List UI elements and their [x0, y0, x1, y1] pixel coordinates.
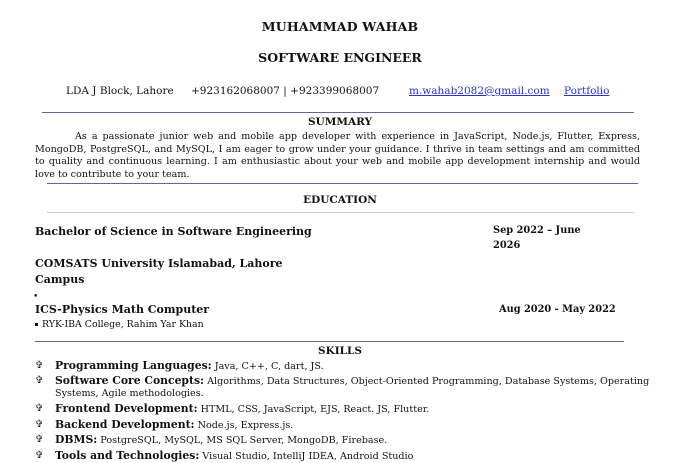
cross-bullet-icon: ✞	[35, 360, 44, 371]
location-text: LDA J Block, Lahore	[66, 85, 174, 97]
divider	[47, 212, 634, 213]
cross-bullet-icon: ✞	[35, 450, 44, 461]
cross-bullet-icon: ✞	[35, 403, 44, 414]
skill-label: Backend Development:	[55, 418, 195, 431]
skill-value: Visual Studio, IntelliJ IDEA, Android Studio	[199, 451, 414, 462]
education-degree: Bachelor of Science in Software Engineering	[35, 225, 312, 238]
education-institution	[35, 319, 204, 330]
square-bullet-icon	[35, 323, 38, 326]
divider	[47, 183, 638, 184]
skill-item	[35, 403, 650, 416]
job-title: SOFTWARE ENGINEER	[258, 50, 422, 65]
skill-value: Node.js, Express.js.	[194, 420, 294, 431]
skill-item	[35, 434, 650, 447]
cross-bullet-icon: ✞	[35, 419, 44, 430]
skill-label: Tools and Technologies:	[55, 449, 200, 462]
skill-item	[35, 375, 650, 400]
education-institution	[35, 256, 283, 288]
candidate-name: MUHAMMAD WAHAB	[261, 19, 419, 34]
skill-item	[35, 419, 650, 432]
email-link[interactable]: m.wahab2082@gmail.com	[409, 85, 550, 97]
summary-text: As a passionate junior web and mobile app developer with experience in JavaScript, Node.js, Flutter, Express, MongoDB, PostgreSQL, and MySQL, I am eager to grow under your guidance. I thrive in team settings and am committed to quality and continuous learning. I am enthusiastic about your web and mobile app development internship and would love to contribute to your team.	[35, 131, 640, 180]
education-date-line: 2026	[493, 240, 521, 251]
skill-label: DBMS:	[55, 433, 98, 446]
cross-bullet-icon: ✞	[35, 434, 44, 445]
education-degree: ICS-Physics Math Computer	[35, 303, 210, 316]
skill-label: Programming Languages:	[55, 359, 212, 372]
skill-value: PostgreSQL, MySQL, MS SQL Server, MongoDB, Firebase.	[97, 435, 388, 446]
education-date: Aug 2020 - May 2022	[499, 304, 616, 315]
skill-value: Algorithms, Data Structures, Object-Oriented Programming, Database Systems, Operating Systems, Agile methodologies.	[55, 376, 650, 399]
summary-heading: SUMMARY	[307, 116, 373, 128]
education-heading: EDUCATION	[303, 194, 377, 206]
phone-numbers: +923162068007 | +923399068007	[191, 85, 380, 97]
skill-label: Software Core Concepts:	[55, 374, 205, 387]
institution-line: COMSATS University Islamabad, Lahore	[35, 257, 283, 270]
education-date	[493, 223, 581, 253]
skill-value: Java, C++, C, dart, JS.	[211, 361, 324, 372]
institution-line: Campus	[35, 273, 85, 286]
skill-label: Frontend Development:	[55, 402, 198, 415]
education-date-line: Sep 2022 – June	[493, 225, 581, 236]
bullet-icon: •	[33, 292, 39, 302]
cross-bullet-icon: ✞	[35, 375, 44, 386]
skills-heading: SKILLS	[318, 345, 362, 357]
divider	[35, 341, 624, 342]
divider	[42, 112, 634, 113]
skill-item	[35, 360, 650, 373]
skill-item	[35, 450, 650, 463]
institution-text: RYK-IBA College, Rahim Yar Khan	[42, 319, 204, 330]
skill-value: HTML, CSS, JavaScript, EJS, React. JS, Flutter.	[197, 404, 430, 415]
portfolio-link[interactable]: Portfolio	[564, 85, 610, 97]
